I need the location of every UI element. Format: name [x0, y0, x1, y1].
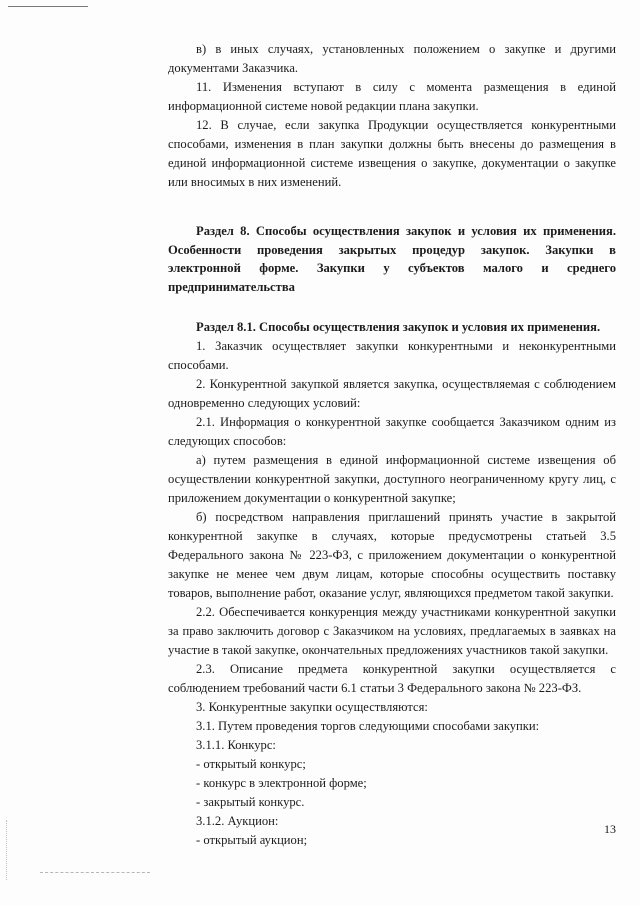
paragraph-11: 11. Изменения вступают в силу с момента размещения в единой информационной системе новой редакции плана закупки.	[168, 80, 616, 113]
paragraph-2-1-b: б) посредством направления приглашений принять участие в закрытой конкурентной закупке в случаях, которые предусмотрены статьей 3.5 Федерального закона № 223-ФЗ, с приложением документации о конкурентной закупке не менее чем двум лицам, которые способны осуществить поставку товаров, выполнение работ, оказание услуг, являющихся предметом такой закупки.	[168, 509, 616, 600]
paragraph-2-1: 2.1. Информация о конкурентной закупке сообщается Заказчиком одним из следующих способов:	[168, 414, 616, 448]
scan-margin-marks	[6, 820, 11, 880]
paragraph-2: 2. Конкурентной закупкой является закупка, осуществляемая с соблюдением одновременно следующих условий:	[168, 376, 616, 410]
document-body	[168, 40, 616, 850]
list-item-closed-contest: - закрытый конкурс.	[196, 794, 305, 809]
scan-edge-rule	[8, 6, 88, 7]
paragraph-1: 1. Заказчик осуществляет закупки конкурентными и неконкурентными способами.	[168, 338, 616, 372]
spacer	[168, 192, 616, 222]
section-8-1-heading: Раздел 8.1. Способы осуществления закупок и условия их применения.	[196, 320, 601, 334]
paragraph-2-2: 2.2. Обеспечивается конкуренция между участниками конкурентной закупки за право заключить договор с Заказчиком на условиях, предлагаемых в заявках на участие в такой закупке, окончательных предложениях участников такой закупки.	[168, 604, 616, 657]
paragraph-2-1-a: а) путем размещения в единой информационной системе извещения об осуществлении конкурентной закупки, доступного неограниченному кругу лиц, с приложением документации о конкурентной закупке;	[168, 452, 616, 505]
section-8-heading: Раздел 8. Способы осуществления закупок и условия их применения. Особенности проведения закрытых процедур закупок. Закупки в электронной форме. Закупки у субъектов малого и среднего предпринимательства	[168, 224, 616, 294]
scan-bottom-rule	[40, 872, 150, 874]
list-item-electronic-contest: - конкурс в электронной форме;	[196, 775, 367, 790]
paragraph-v-other-cases: в) в иных случаях, установленных положением о закупке и другими документами Заказчика.	[168, 42, 616, 75]
list-item-open-contest: - открытый конкурс;	[196, 756, 306, 771]
list-line-3-1-2: 3.1.2. Аукцион:	[196, 813, 279, 828]
list-line-3-1: 3.1. Путем проведения торгов следующими способами закупки:	[196, 718, 540, 733]
page-number: 13	[604, 822, 616, 836]
paragraph-2-3: 2.3. Описание предмета конкурентной закупки осуществляется с соблюдением требований части 6.1 статьи 3 Федерального закона № 223-ФЗ.	[168, 661, 616, 695]
spacer	[168, 296, 616, 318]
paragraph-12: 12. В случае, если закупка Продукции осуществляется конкурентными способами, изменения в план закупки должны быть внесены до размещения в единой информационной системе извещения о закупке, документации о закупке или вносимых в них изменений.	[168, 118, 616, 189]
list-item-open-auction: - открытый аукцион;	[196, 832, 308, 847]
list-line-3-1-1: 3.1.1. Конкурс:	[196, 737, 276, 752]
list-line-3: 3. Конкурентные закупки осуществляются:	[196, 699, 428, 714]
